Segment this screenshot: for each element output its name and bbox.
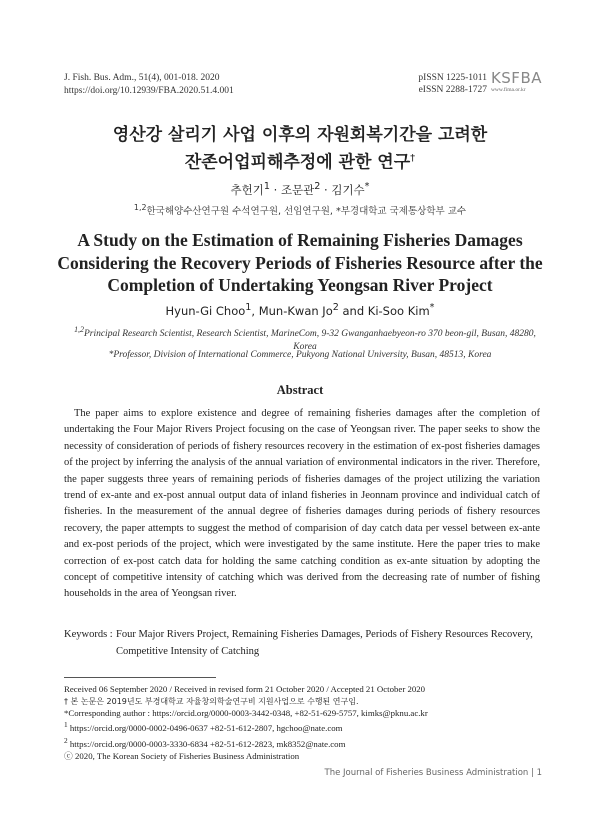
logo-text: KSFBA (490, 69, 542, 87)
issn-block (418, 72, 487, 96)
author-en-1-mark: 1 (245, 302, 252, 313)
author-en-sep2: and (338, 303, 368, 318)
korean-title-line2: 잔존어업피해추정에 관한 연구 (184, 152, 411, 173)
page-footer: The Journal of Fisheries Business Administration | 1 (324, 768, 542, 778)
author-kr-1-mark: 1 (263, 181, 270, 192)
english-affiliation-2: *Professor, Division of International Commerce, Pukyong National University, Busan, 48513, Korea (108, 350, 492, 360)
copyright: ⓒ 2020, The Korean Society of Fisheries Business Administration (64, 750, 300, 761)
korean-affil-mark: 1,2 (133, 203, 147, 212)
footnote-divider (64, 677, 216, 678)
author-kr-3: 김기수 (331, 182, 365, 197)
english-affil-text-1: Principal Research Scientist, Research Scientist, MarineCom, 9-32 Gwanganhaebyeon-ro 370 beon-gil, Busan, 48280, Korea (83, 329, 536, 353)
orcid-2-mark: 2 (64, 736, 68, 746)
abstract-heading: Abstract (276, 383, 324, 397)
author-en-3: Ki-Soo Kim (367, 303, 430, 318)
keywords-line2: Competitive Intensity of Catching (116, 645, 260, 657)
english-affil-mark: 1,2 (74, 325, 84, 334)
english-title-line3: Completion of Undertaking Yeongsan River Project (107, 275, 493, 295)
author-kr-3-mark: * (364, 181, 370, 192)
author-en-3-mark: * (429, 302, 435, 313)
keywords-label: Keywords : (64, 629, 113, 640)
author-en-2: Mun-Kwan Jo (258, 303, 333, 318)
orcid-1: https://orcid.org/0000-0002-0496-0637 +82-51-612-2807, hgchoo@nate.com (67, 723, 343, 734)
journal-citation: J. Fish. Bus. Adm., 51(4), 001-018. 2020 (64, 73, 220, 83)
logo-url: www.fima.or.kr (490, 87, 526, 93)
footnotes (64, 684, 428, 763)
korean-title-line2-wrap (0, 147, 600, 175)
orcid-1-mark: 1 (64, 720, 68, 730)
doi-link[interactable]: https://doi.org/10.12939/FBA.2020.51.4.001 (64, 86, 234, 96)
corresponding-author: *Corresponding author : https://orcid.org/0000-0003-3442-0348, +82-51-629-5757, kimks@pknu.ac.kr (64, 707, 428, 718)
received-dates: Received 06 September 2020 / Received in revised form 21 October 2020 / Accepted 21 October 2020 (64, 684, 426, 694)
author-en-sep1: , (251, 303, 259, 318)
english-authors (0, 302, 600, 318)
author-en-2-mark: 2 (332, 302, 339, 313)
author-kr-1: 추헌기 (230, 182, 264, 197)
english-title (0, 229, 600, 297)
orcid-1-row (64, 719, 428, 735)
korean-title (0, 123, 600, 175)
issn-logo-block (418, 70, 542, 96)
abstract-body: The paper aims to explore existence and degree of remaining fisheries damages after the completion of undertaking the Four Major Rivers Project focusing on the case of Yeongsan river. The paper seeks to show the necessity of consideration of periods of fishery resources recovery in the estimation of ex-post fisheries damages of the project by inferring the analysis of the annual variation of environmental indicators in the river. Therefore, the paper suggests three years of remaining periods of fisheries damages of the project utilizing the variation trend of ex-ante and ex-post annual output data of inland fisheries in Jeonnam province and individual catch of fisheries. In the measurement of the annual degree of fisheries damages during periods of fishery resources recovery, the paper attempts to suggest the method of comparision of day catch data per vessel between ex-ante and ex-post periods of the project, which were investigated by the same institute. Here the paper tries to make correction of ex-post catch data for holding the same catching condition as ex-ante situation by adopting the concept of competitive intensity of catching which was derived from the decreasing rate of number of fishing households in the area of Yeongsan river. (64, 408, 540, 600)
orcid-2: https://orcid.org/0000-0003-3330-6834 +82-51-612-2823, mk8352@nate.com (67, 739, 346, 750)
keywords-line1: Four Major Rivers Project, Remaining Fisheries Damages, Periods of Fishery Resources Recovery, (116, 629, 533, 640)
journal-citation-block (64, 72, 234, 98)
author-sep: · (320, 182, 332, 197)
korean-affiliation (0, 203, 600, 217)
keywords (64, 627, 544, 660)
author-kr-2: 조문관 (280, 182, 315, 197)
author-sep: · (269, 182, 281, 197)
society-logo (491, 70, 542, 94)
english-title-line1: A Study on the Estimation of Remaining Fisheries Damages (77, 230, 523, 250)
author-kr-2-mark: 2 (314, 181, 321, 192)
title-dagger: † (410, 153, 416, 164)
eissn: eISSN 2288-1727 (418, 85, 487, 95)
orcid-2-row (64, 735, 428, 751)
funding-note: † 본 논문은 2019년도 부경대학교 자율창의학술연구비 지원사업으로 수행된 연구임. (64, 696, 359, 706)
korean-title-line1: 영산강 살리기 사업 이후의 자원회복기간을 고려한 (112, 125, 488, 145)
author-en-1: Hyun-Gi Choo (165, 303, 246, 318)
korean-affil-text: 한국해양수산연구원 수석연구원, 선임연구원, *부경대학교 국제통상학부 교수 (146, 206, 467, 218)
pissn: pISSN 1225-1011 (418, 73, 487, 83)
korean-authors (0, 181, 600, 198)
english-title-line2: Considering the Recovery Periods of Fisheries Resource after the (57, 252, 543, 273)
